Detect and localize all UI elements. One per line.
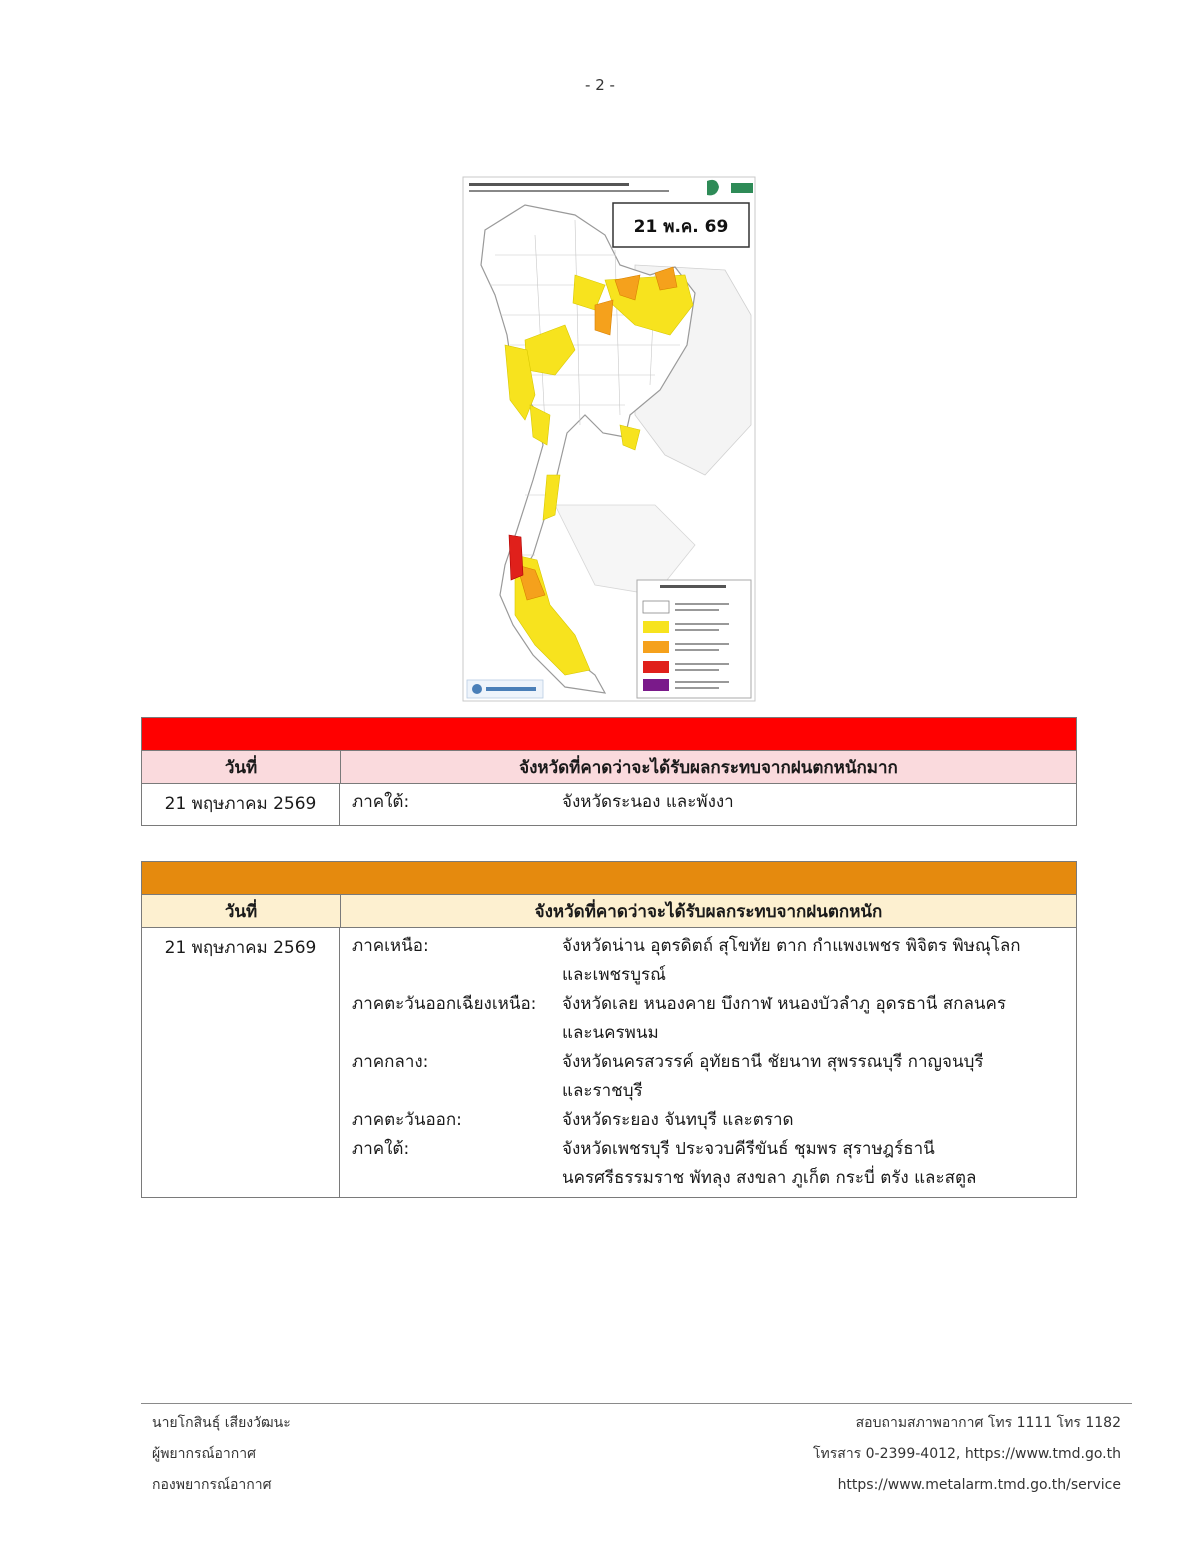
footer-forecaster bbox=[152, 1408, 291, 1501]
region-name: ภาคใต้: bbox=[352, 1139, 410, 1159]
header-date: วันที่ bbox=[142, 895, 341, 927]
region-name: ภาคเหนือ: bbox=[352, 936, 429, 956]
region-row-north bbox=[352, 932, 1066, 990]
tomorrow-logo-icon bbox=[467, 680, 543, 698]
forecast-date: 21 พฤษภาคม 2569 bbox=[142, 928, 340, 1197]
region-row bbox=[352, 788, 1066, 817]
table-header-row bbox=[142, 895, 1076, 928]
contact-phone: สอบถามสภาพอากาศ โทร 1111 โทร 1182 bbox=[855, 1415, 1121, 1431]
very-heavy-rain-table bbox=[141, 717, 1077, 826]
region-provinces: จังหวัดนครสวรรค์ อุทัยธานี ชัยนาท สุพรรณบุรี กาญจนบุรี bbox=[562, 1052, 984, 1072]
region-row-east bbox=[352, 1106, 1066, 1135]
table-header-row bbox=[142, 751, 1076, 784]
region-name: ภาคตะวันออก: bbox=[352, 1110, 462, 1130]
region-provinces-cont: และราชบุรี bbox=[562, 1081, 643, 1101]
region-provinces: จังหวัดน่าน อุตรดิตถ์ สุโขทัย ตาก กำแพงเพชร พิจิตร พิษณุโลก bbox=[562, 936, 1021, 956]
footer-divider bbox=[141, 1403, 1132, 1404]
header-provinces: จังหวัดที่คาดว่าจะได้รับผลกระทบจากฝนตกหนัก bbox=[534, 901, 883, 922]
region-provinces: จังหวัดระยอง จันทบุรี และตราด bbox=[562, 1110, 794, 1130]
header-provinces: จังหวัดที่คาดว่าจะได้รับผลกระทบจากฝนตกหนักมาก bbox=[519, 757, 898, 778]
footer-contact bbox=[813, 1408, 1121, 1501]
contact-fax-website[interactable]: โทรสาร 0-2399-4012, https://www.tmd.go.th bbox=[813, 1446, 1121, 1462]
table-row bbox=[142, 784, 1076, 825]
header-date: วันที่ bbox=[142, 751, 341, 783]
table-row bbox=[142, 928, 1076, 1197]
region-name: ภาคใต้: bbox=[352, 792, 410, 812]
forecaster-division: กองพยากรณ์อากาศ bbox=[152, 1477, 272, 1493]
region-name: ภาคกลาง: bbox=[352, 1052, 429, 1072]
region-provinces-cont: และนครพนม bbox=[562, 1023, 659, 1043]
region-provinces-cont: นครศรีธรรมราช พัทลุง สงขลา ภูเก็ต กระบี่ ตรัง และสตูล bbox=[562, 1168, 977, 1188]
forecaster-name: นายโกสินธุ์ เสียงวัฒนะ bbox=[152, 1415, 291, 1431]
region-provinces: จังหวัดเพชรบุรี ประจวบคีรีขันธ์ ชุมพร สุราษฎร์ธานี bbox=[562, 1139, 935, 1159]
region-row-south bbox=[352, 1135, 1066, 1193]
region-row-northeast bbox=[352, 990, 1066, 1048]
alert-level-bar-orange bbox=[142, 862, 1076, 895]
heavy-rain-table bbox=[141, 861, 1077, 1198]
alert-level-bar-red bbox=[142, 718, 1076, 751]
forecast-date: 21 พฤษภาคม 2569 bbox=[142, 784, 340, 825]
rainfall-forecast-map bbox=[455, 175, 760, 705]
region-provinces: จังหวัดระนอง และพังงา bbox=[562, 792, 734, 812]
region-name: ภาคตะวันออกเฉียงเหนือ: bbox=[352, 994, 537, 1014]
map-legend bbox=[637, 580, 751, 698]
page-number: - 2 - bbox=[585, 76, 615, 94]
region-provinces-cont: และเพชรบูรณ์ bbox=[562, 965, 666, 985]
region-provinces: จังหวัดเลย หนองคาย บึงกาฬ หนองบัวลำภู อุดรธานี สกลนคร bbox=[562, 994, 1007, 1014]
map-date-label: 21 พ.ค. 69 bbox=[633, 217, 729, 237]
region-row-central bbox=[352, 1048, 1066, 1106]
forecaster-title: ผู้พยากรณ์อากาศ bbox=[152, 1446, 256, 1462]
contact-service-link[interactable]: https://www.metalarm.tmd.go.th/service bbox=[837, 1477, 1121, 1493]
